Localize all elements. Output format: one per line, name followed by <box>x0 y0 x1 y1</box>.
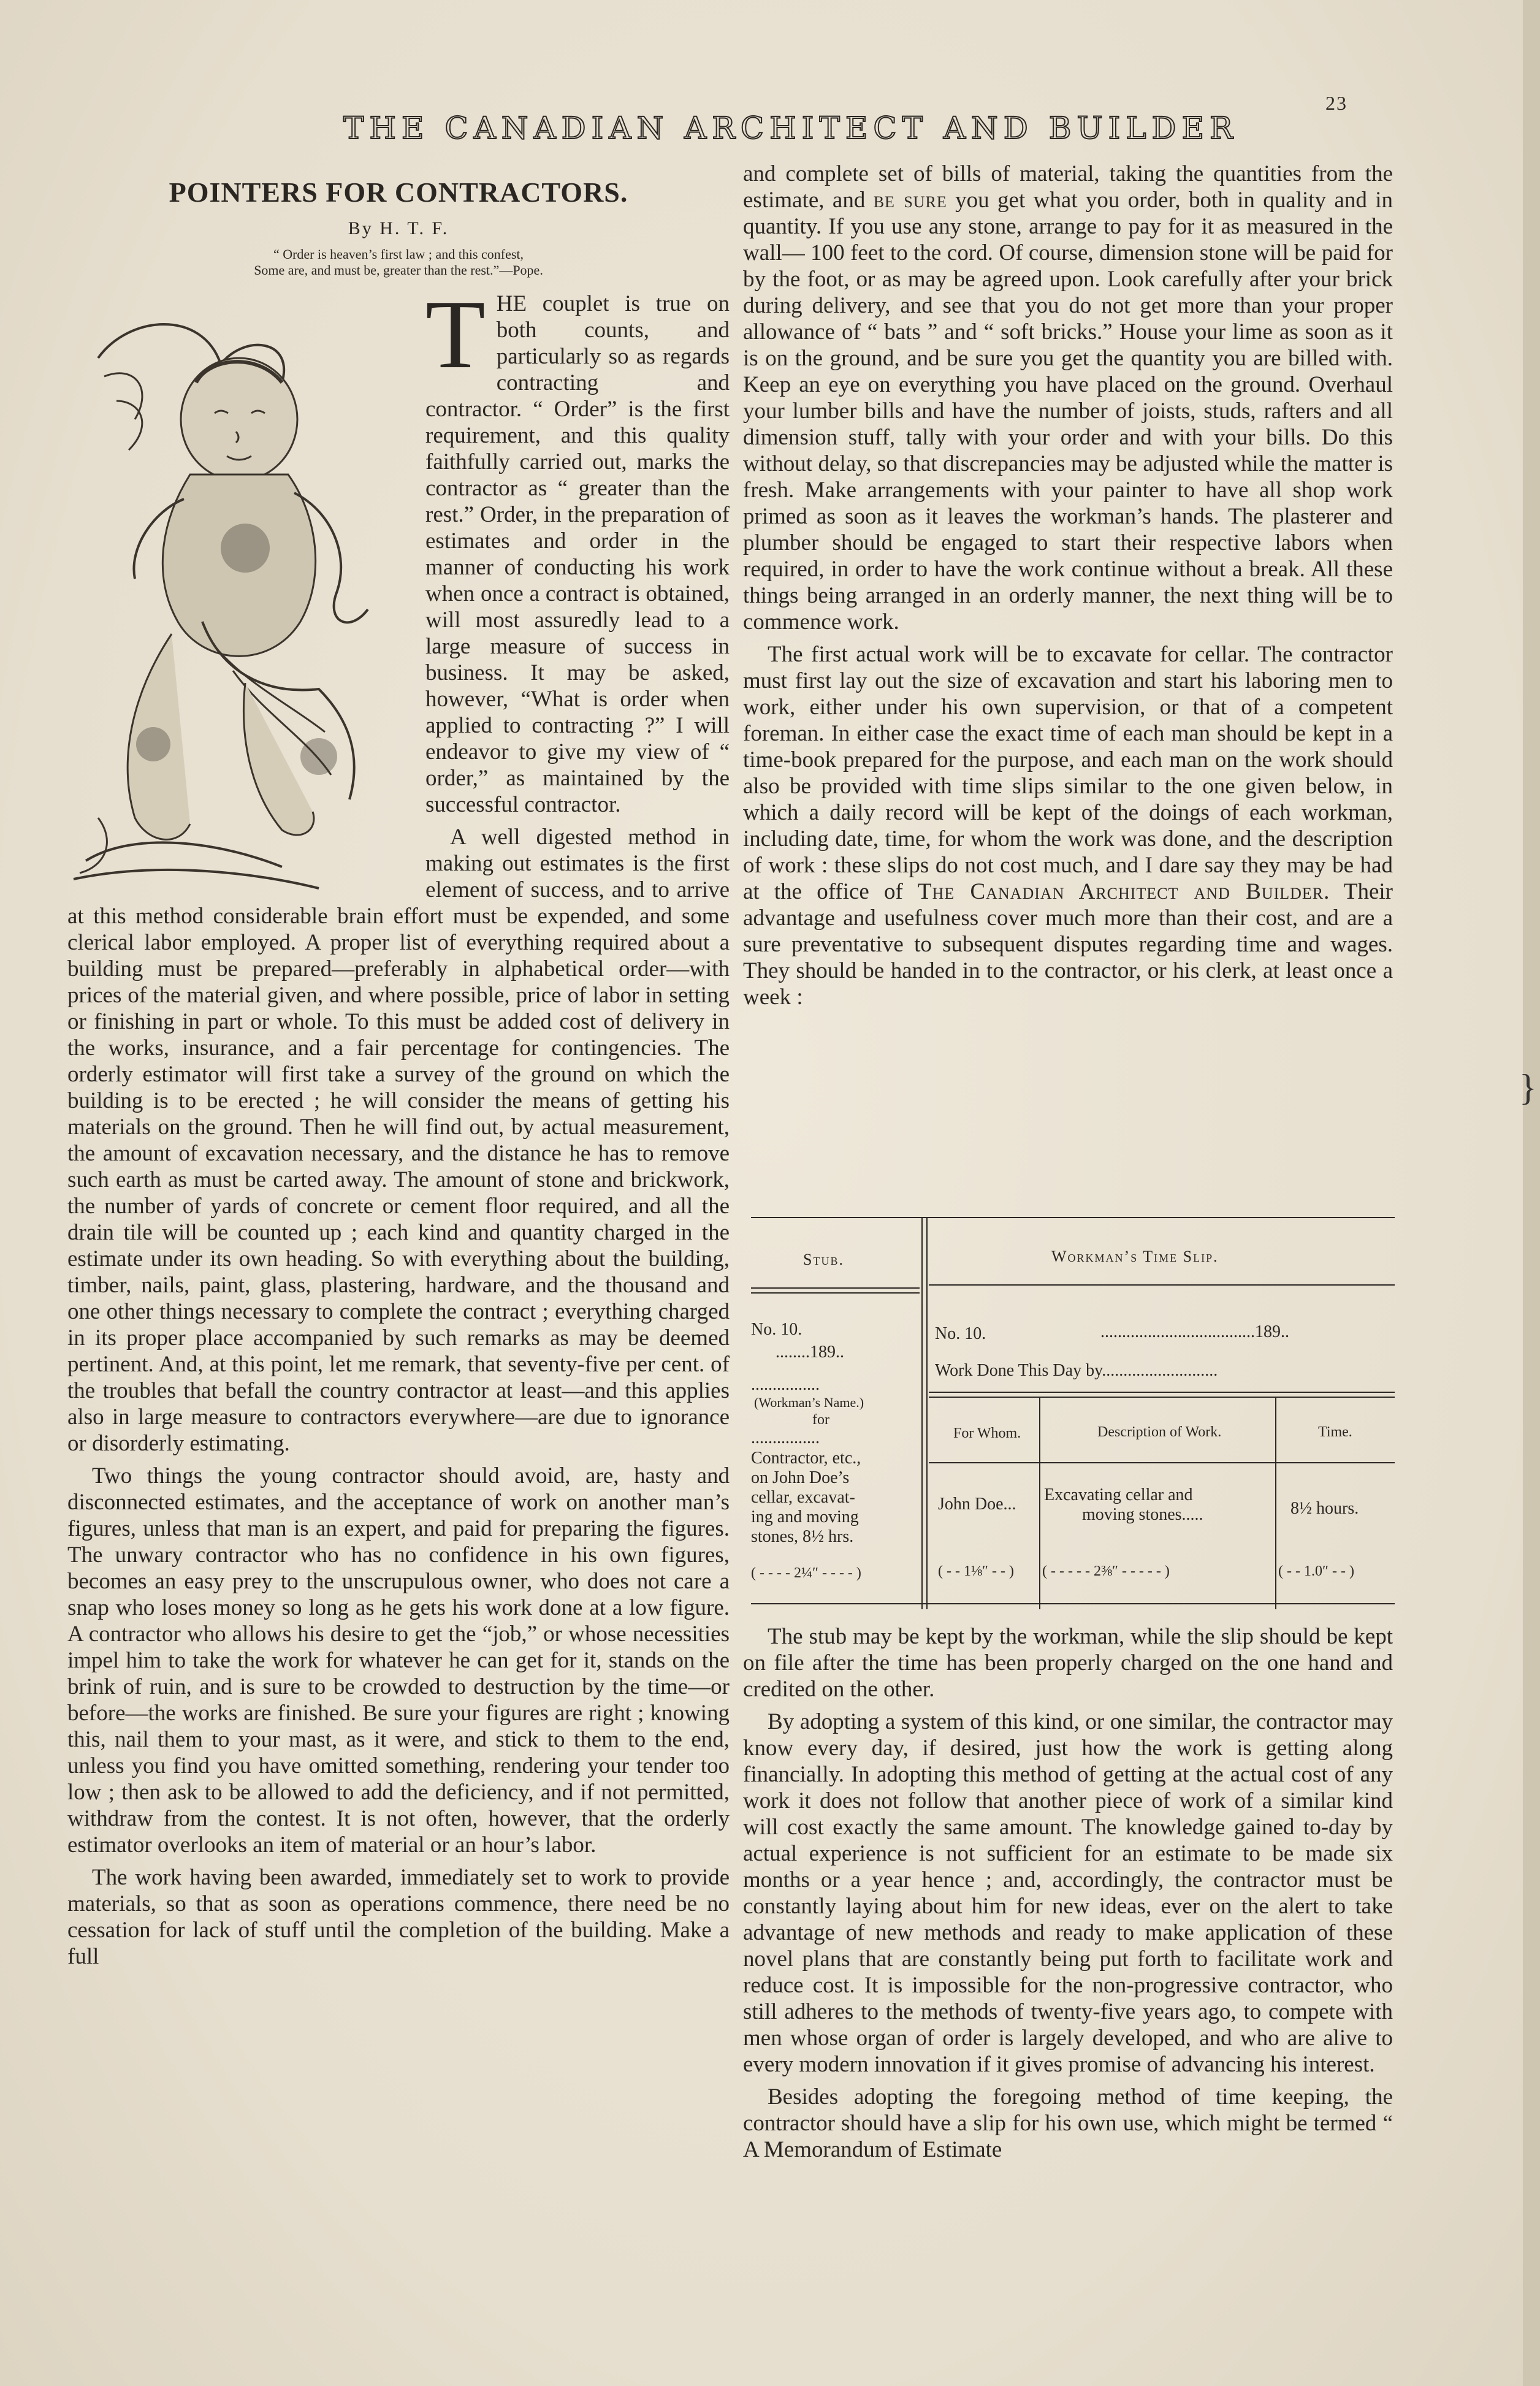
epigraph-line-1: “ Order is heaven’s first law ; and this confest, <box>273 246 524 262</box>
right-paragraph-2-text-a: The first actual work will be to excavate for cellar. The contractor must first lay out the size of excavation and start his laboring men to work, either under his own supervision, or that of a competent foreman. In either case the exact time of each man should be kept in a time-book prepared for the purpose, and each man on the work should also be provided with time slips similar to the one given below, in which a daily record will be kept of the doings of each workman, including date, time, for whom the work was done, and the description of work : these slips do not cost much, and I dare say they may be had at the office of <box>743 642 1393 904</box>
slip-col-divider-2 <box>1275 1398 1276 1609</box>
col-3-width-note: ( - - 1.0″ - - ) <box>1278 1563 1354 1579</box>
row-description-1: Excavating cellar and <box>1044 1485 1193 1504</box>
row-time: 8½ hours. <box>1290 1499 1359 1518</box>
epigraph <box>67 246 730 278</box>
col-2-width-note: ( - - - - - 2⅜″ - - - - - ) <box>1042 1563 1170 1579</box>
left-column <box>67 161 730 1976</box>
slip-rule-1 <box>929 1392 1395 1393</box>
slip-work-done-by: Work Done This Day by........................... <box>935 1361 1218 1380</box>
right-paragraph-2-text-b: . Their advantage and usefulness cover much more than their cost, and are a sure preventative to subsequent disputes regarding time and wages. They should be handed in to the contractor, or his clerk, at least once a week : <box>743 879 1393 1010</box>
paragraph-1-text: HE couplet is true on both counts, and particularly so as regards contracting and contractor. “ Order” is the first requirement, and this quality faithfully carried out, marks the contractor as “ greater than the rest.” Order, in the preparation of estimates and order in the manner of conducting his work when once a contract is obtained, will most assuredly lead to a large measure of success in business. It may be asked, however, “What is order when applied to contracting ?” I will endeavor to give my view of “ order,” as maintained by the successful contractor. <box>425 291 730 817</box>
slip-rule-2 <box>929 1397 1395 1398</box>
right-paragraph-1 <box>743 161 1393 635</box>
right-paragraph-3: The stub may be kept by the workman, while the slip should be kept on file after the time has been properly charged on the one hand and credited on the other. <box>743 1624 1393 1702</box>
stub-workman-name: (Workman’s Name.) <box>754 1395 864 1410</box>
journal-name-emphasis: The Canadian Architect and Builder <box>918 879 1324 904</box>
stub-number: No. 10. <box>751 1320 802 1339</box>
stub-header-rule-2 <box>751 1292 920 1294</box>
stub-contractor: Contractor, etc., <box>751 1449 861 1468</box>
stub-dots-2: ................ <box>751 1428 820 1447</box>
col-for-whom: For Whom. <box>953 1425 1021 1441</box>
right-paragraph-1-text-a: and complete set of bills of material, taking the quantities from the estimate, and <box>743 161 1393 213</box>
epigraph-line-2: Some are, and must be, greater than the rest.”—Pope. <box>254 262 543 278</box>
right-paragraph-1-text-b: you get what you order, both in quality and in quantity. If you use any stone, arrange to pay for it as measured in the wall— 100 feet to the cord. Of course, dimension stone will be paid for by the foot, or as may be agreed upon. Look carefully after your brick during delivery, and see that you do not get more than your proper allowance of “ bats ” and “ soft bricks.” House your lime as soon as it is on the ground, and be sure you get the quantity you are billed with. Keep an eye on everything you have placed on the ground. Overhaul your lumber bills and have the number of joists, studs, rafters and all dimension stuff, tally with your order and with your bills. Do this without delay, so that discrepancies may be adjusted while the matter is fresh. Make arrangements with your painter to have all shop work primed as soon as it leaves the workman’s hands. The plasterer and plumber should be engaged to start their respective labors when required, in order to have the work continue without a break. All these things being arranged in an orderly manner, the next thing will be to commence work. <box>743 188 1393 635</box>
stub-line-4: stones, 8½ hrs. <box>751 1527 854 1546</box>
stub-width-note: ( - - - - 2¼″ - - - - ) <box>751 1565 861 1581</box>
paragraph-4: The work having been awarded, immediately set to work to provide materials, so that as soon as operations commence, there need be no cessation for lack of stuff until the completion of the building. Make a full <box>67 1865 730 1969</box>
stub-line-2: cellar, excavat- <box>751 1488 855 1507</box>
slip-number: No. 10. <box>935 1324 986 1343</box>
right-paragraph-4: By adopting a system of this kind, or one similar, the contractor may know every day, if desired, just how the work is getting along financially. In adopting this method of getting at the actual cost of any work it does not follow that another piece of work of a similar kind will cost exactly the same amount. The knowledge gained to-day by actual experience is not sufficient for an estimate to be made six months or a year hence ; and, accordingly, the contractor must be constantly laying about him for new ideas, ever on the alert to take advantage of new methods and ready to make application of these novel plans that are constantly being put forth to facilitate work and reduce cost. It is impossible for the non-progressive contractor, who still adheres to the methods of twenty-five years ago, to compete with men whose organ of order is largely developed, and who are alive to every modern innovation if it gives promise of advancing his interest. <box>743 1709 1393 2077</box>
be-sure-emphasis: be sure <box>873 188 947 213</box>
slip-rule-3 <box>929 1462 1395 1463</box>
slip-col-divider-1 <box>1039 1398 1040 1609</box>
slip-header: Workman’s Time Slip. <box>1051 1248 1219 1265</box>
stub-date: ........189.. <box>776 1343 844 1362</box>
stub-header-rule <box>751 1287 920 1289</box>
margin-mark: } <box>1519 1067 1537 1108</box>
article-byline: By H. T. F. <box>348 218 449 238</box>
right-column-bottom <box>743 1623 1393 2169</box>
right-paragraph-2 <box>743 641 1393 1010</box>
stub-line-1: on John Doe’s <box>751 1468 850 1487</box>
article-title: POINTERS FOR CONTRACTORS. <box>169 177 628 208</box>
col-time: Time. <box>1318 1424 1352 1440</box>
right-paragraph-5: Besides adopting the foregoing method of time keeping, the contractor should have a slip for his own use, which might be termed “ A Memorandum of Estimate <box>743 2084 1393 2162</box>
paragraph-2: A well digested method in making out estimates is the first element of success, and to arrive at this method considerable brain effort must be expended, and some clerical labor employed. A proper list of everything required about a building must be prepared—preferably in alphabetical order—with prices of the material given, and where possible, price of labor in setting or finishing in part or whole. To this must be added cost of delivery in the works, insurance, and a fair percentage for contingencies. The orderly estimator will first take a survey of the ground on which the building is to be erected ; he will consider the means of getting his materials on the ground. Then he will find out, by actual measurement, the amount of excavation necessary, and the distance he has to remove such earth as must be carted away. The amount of stone and brickwork, the number of yards of concrete or cement floor required, and all the drain tile will be counted up ; each kind and quantity charged in the estimate under its own heading. So with everything about the building, timber, nails, paint, glass, plastering, hardware, and the thousand and one other things necessary to complete the contract ; everything charged in its proper place accompanied by such remarks as may be deemed pertinent. And, at this point, let me remark, that seventy-five per cent. of the troubles that befall the country contractor at least—and this applies also in large measure to contractors everywhere—are due to ignorance or disorderly estimating. <box>67 825 730 1456</box>
col-1-width-note: ( - - 1⅛″ - - ) <box>938 1563 1014 1579</box>
paragraph-3: Two things the young contractor should avoid, are, hasty and disconnected estimates, and the acceptance of work on another man’s figures, unless that man is an expert, and paid for preparing the figures. The unwary contractor who has no confidence in his own figures, becomes an easy prey to the unscrupulous owner, who does not care a snap who loses money so long as he gets his work done at a low figure. A contractor who allows his desire to get the “job,” or whose necessities impel him to take the work for whatever he can get for it, stands on the brink of ruin, and is sure to be crowded to destruction by the time—or before—the works are finished. Be sure your figures are right ; knowing this, nail them to your mast, as it were, and stick to them to the end, unless you find you have omitted something, rendering your tender too low ; then ask to be allowed to add the deficiency, and if not permitted, withdraw from the contest. It is not often, however, that the orderly estimator overlooks an item of material or an hour’s labor. <box>67 1463 730 1858</box>
drop-cap: T <box>425 280 486 389</box>
stub-header: Stub. <box>803 1251 844 1268</box>
page-number: 23 <box>1325 92 1348 114</box>
row-description-2: moving stones..... <box>1082 1505 1203 1524</box>
slip-date: ....................................189.. <box>1100 1322 1289 1341</box>
stub-divider <box>921 1217 923 1609</box>
stub-divider-2 <box>926 1217 928 1609</box>
stub-dots: ................ <box>751 1375 820 1394</box>
workman-time-slip-form <box>751 1217 1395 1609</box>
right-column-top <box>743 161 1393 1016</box>
stub-line-3: ing and moving <box>751 1507 859 1527</box>
running-head: THE CANADIAN ARCHITECT AND BUILDER <box>343 110 1238 146</box>
form-bottom-rule <box>751 1603 1395 1604</box>
page-edge <box>1523 0 1540 2386</box>
slip-header-rule <box>929 1284 1395 1286</box>
row-for-whom: John Doe... <box>938 1495 1016 1514</box>
cherub-illustration <box>61 291 417 891</box>
stub-for: for <box>812 1412 829 1428</box>
form-top-rule <box>751 1217 1395 1218</box>
col-description: Description of Work. <box>1097 1424 1222 1440</box>
